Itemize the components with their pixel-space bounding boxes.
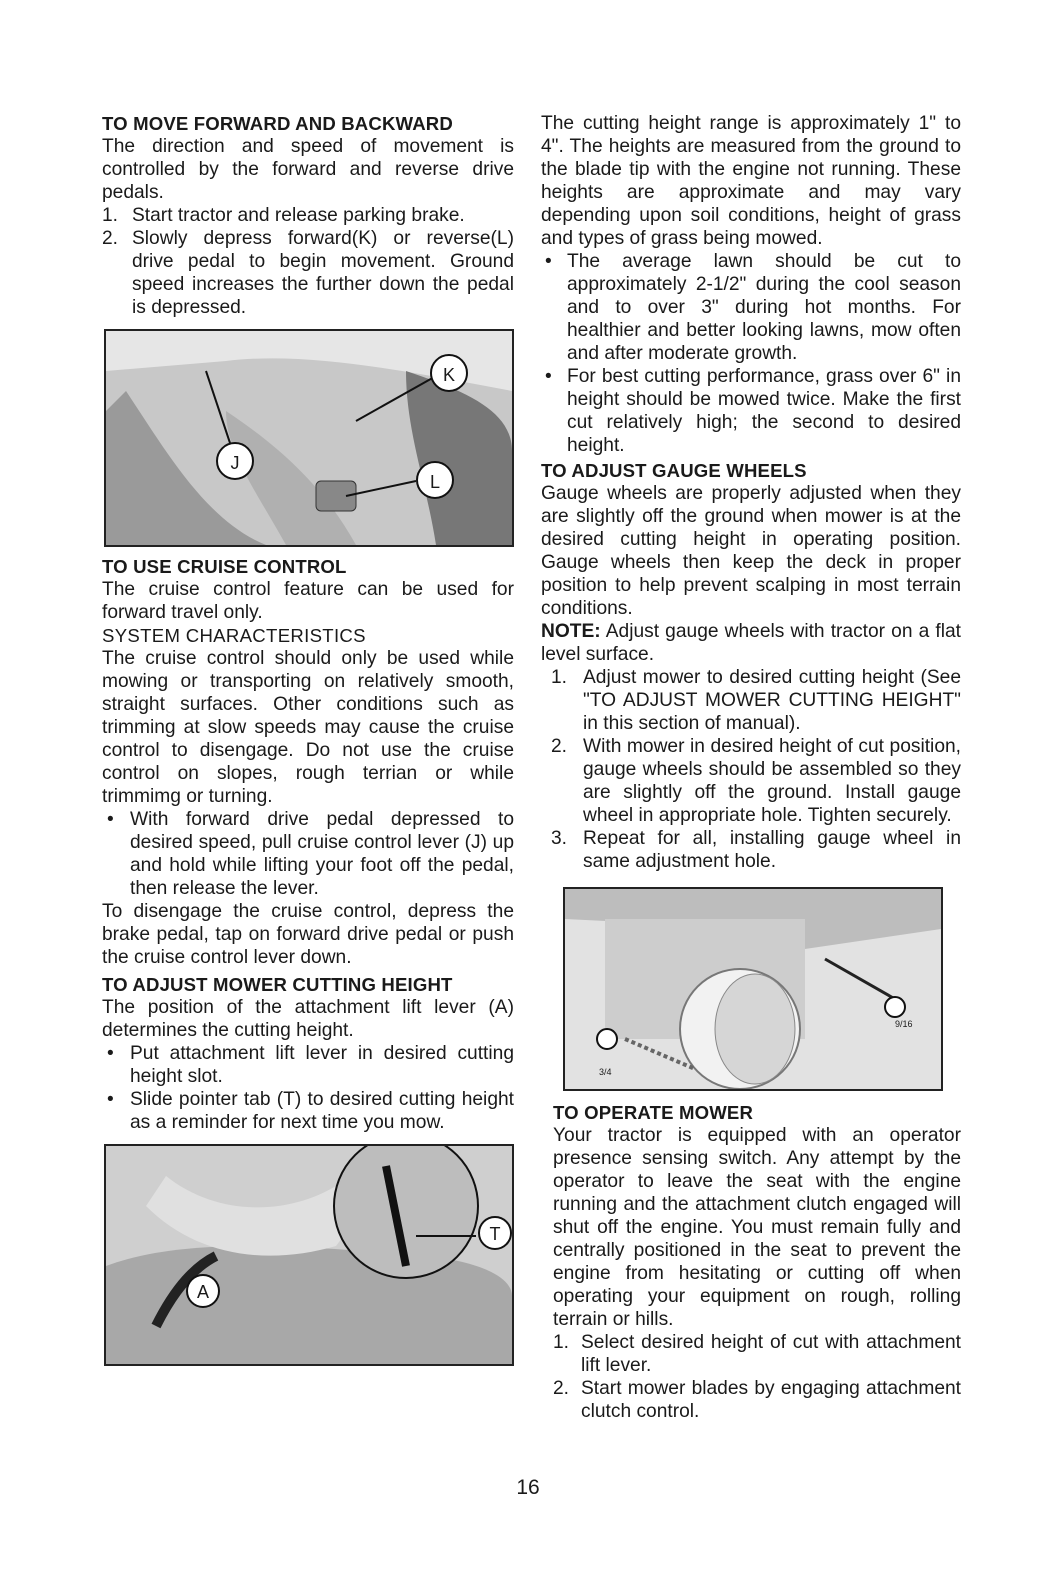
range-bullet: • For best cutting performance, grass over 6" in height should be mowed twice. Make the first cut relatively high; the second to desired height. <box>545 366 961 456</box>
height-bullet: • Put attachment lift lever in desired cutting height slot. <box>107 1043 514 1087</box>
cruise-bullet: • With forward drive pedal depressed to desired speed, pull cruise control lever (J) up and hold while lifting your foot off the pedal, then release the lever. <box>107 809 514 899</box>
gauge-intro: Gauge wheels are properly adjusted when they are slightly off the ground when mower is at the desired cutting height in operating position. Gauge wheels then keep the deck in proper position to help prevent scalping in most terrain conditions. <box>541 483 961 619</box>
operate-heading: TO OPERATE MOWER <box>553 1102 754 1123</box>
left-column <box>102 112 514 1366</box>
gauge-step: 1. Adjust mower to desired cutting height (See "TO ADJUST MOWER CUTTING HEIGHT" in this section of manual). <box>551 667 961 734</box>
lift-lever-illustration <box>106 1146 512 1364</box>
gauge-step: 3. Repeat for all, installing gauge wheel in same adjustment hole. <box>551 828 961 872</box>
gauge-wheel-figure <box>563 887 943 1091</box>
cruise-heading: TO USE CRUISE CONTROL <box>102 556 347 577</box>
gauge-wheel-illustration <box>565 889 941 1089</box>
height-range: The cutting height range is approximately 1" to 4". The heights are measured from the ground to the blade tip with the engine not running. These heights are approximate and may vary depending upon soil conditions, height of grass and types of grass being mowed. <box>541 113 961 249</box>
page-number: 16 <box>516 1476 540 1499</box>
pedals-figure <box>104 329 514 547</box>
operate-step: 2. Start mower blades by engaging attachment clutch control. <box>553 1378 961 1422</box>
label-9-16: 9/16 <box>895 1019 913 1029</box>
cruise-disengage: To disengage the cruise control, depress the brake pedal, tap on forward drive pedal or push the cruise control lever down. <box>102 901 514 968</box>
callout-k: K <box>430 354 468 392</box>
cruise-intro: The cruise control feature can be used for forward travel only. <box>102 579 514 623</box>
callout-j: J <box>216 442 254 480</box>
height-intro: The position of the attachment lift lever (A) determines the cutting height. <box>102 997 514 1041</box>
operate-intro: Your tractor is equipped with an operator presence sensing switch. Any attempt by the operator to leave the seat with the engine running and the attachment clutch engaged will shut off the engine. You must remain fully and centrally positioned in the seat to prevent the engine from hesitating or cutting off when operating your equipment on rough, rolling terrain or hills. <box>553 1125 961 1330</box>
gauge-heading: TO ADJUST GAUGE WHEELS <box>541 460 807 481</box>
cruise-subheading: SYSTEM CHARACTERISTICS <box>102 625 366 646</box>
range-bullet: • The average lawn should be cut to approximately 2-1/2" during the cool season and to over 3" during hot months. For healthier and better looking lawns, mow often and after moderate growth. <box>545 251 961 364</box>
height-bullet: • Slide pointer tab (T) to desired cutting height as a reminder for next time you mow. <box>107 1089 514 1133</box>
move-heading: TO MOVE FORWARD AND BACKWARD <box>102 113 453 134</box>
callout-t: T <box>478 1216 512 1250</box>
right-column <box>541 112 961 1423</box>
move-intro: The direction and speed of movement is controlled by the forward and reverse drive pedals. <box>102 136 514 203</box>
move-step: 2. Slowly depress forward(K) or reverse(L) drive pedal to begin movement. Ground speed increases the further down the pedal is depressed. <box>102 228 514 318</box>
callout-a: A <box>186 1274 220 1308</box>
gauge-note: NOTE: Adjust gauge wheels with tractor on a flat level surface. <box>541 621 961 665</box>
cruise-body: The cruise control should only be used while mowing or transporting on relatively smooth, straight surfaces. Other conditions such as trimming at slow speeds may cause the cruise control to disengage. Do not use the cruise control on slopes, rough terrian or while trimmimg or turning. <box>102 648 514 807</box>
note-label: NOTE: <box>541 621 601 642</box>
label-3-4: 3/4 <box>599 1067 612 1077</box>
move-step: 1. Start tractor and release parking brake. <box>102 205 465 226</box>
callout-l: L <box>416 461 454 499</box>
operate-step: 1. Select desired height of cut with attachment lift lever. <box>553 1332 961 1376</box>
height-heading: TO ADJUST MOWER CUTTING HEIGHT <box>102 974 453 995</box>
lift-lever-figure <box>104 1144 514 1366</box>
gauge-step: 2. With mower in desired height of cut position, gauge wheels should be assembled so they are slightly off the ground. Install gauge wheel in appropriate hole. Tighten securely. <box>551 736 961 826</box>
